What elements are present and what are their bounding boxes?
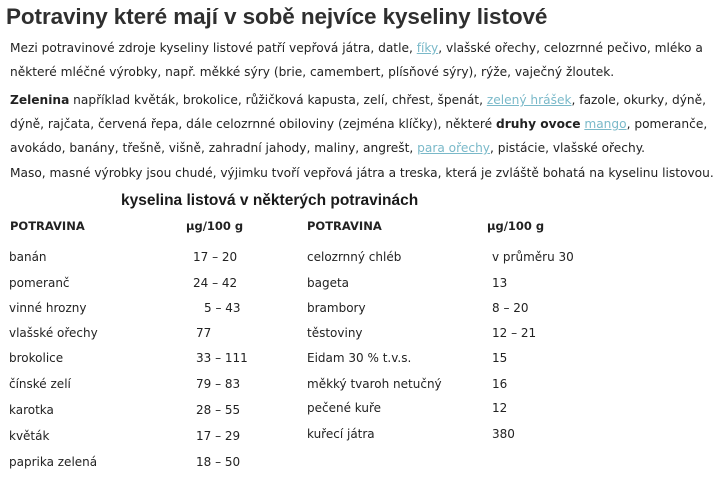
table-cell-name: těstoviny — [307, 326, 363, 340]
table-cell-name: květák — [9, 429, 50, 443]
intro-text: Mezi potravinové zdroje kyseliny listové patří vepřová játra, datle, — [10, 41, 417, 55]
table-cell-name: pečené kuře — [307, 401, 382, 415]
table-cell-value: 380 — [492, 427, 515, 441]
header-potravina-right: POTRAVINA — [307, 219, 382, 233]
veg-text-4: , pomeranče, avokádo, banány, třešně, višně, zahradní jahody, maliny, angrešt, — [10, 117, 708, 155]
table-cell-name: karotka — [9, 403, 54, 417]
table-cell-value: 17 – 20 — [193, 250, 238, 264]
table-cell-name: brokolice — [9, 351, 64, 365]
table-cell-name: pomeranč — [9, 276, 70, 290]
veg-text-5: , pistácie, vlašské ořechy. — [490, 141, 646, 155]
vegetables-paragraph — [10, 88, 716, 160]
header-value-left: µg/100 g — [186, 219, 244, 233]
table-cell-value: 28 – 55 — [196, 403, 241, 417]
table-cell-name: čínské zelí — [9, 377, 71, 391]
table-cell-name: vlašské ořechy — [9, 326, 98, 340]
table-cell-value: 13 — [492, 276, 508, 290]
table-cell-value: 17 – 29 — [196, 429, 241, 443]
table-cell-value: 15 — [492, 351, 508, 365]
link-para-orechy[interactable]: para ořechy — [417, 141, 491, 155]
table-cell-value: 16 — [492, 377, 508, 391]
veg-text-1: například květák, brokolice, růžičková kapusta, zelí, chřest, špenát, — [69, 93, 487, 107]
header-value-right: µg/100 g — [487, 219, 545, 233]
table-title: kyselina listová v některých potravinách — [121, 192, 419, 209]
table-cell-name: celozrnný chléb — [307, 250, 402, 264]
table-cell-value: 12 — [492, 401, 508, 415]
page-title: Potraviny které mají v sobě nejvíce kyseliny listové — [6, 4, 548, 29]
veg-text-2: , fazole, okurky, dýně, dýně, rajčata, červená řepa, dále celozrnné obiloviny (zejména klíčky), některé — [10, 93, 707, 131]
link-mango[interactable]: mango — [584, 117, 627, 131]
bold-zelenina: Zelenina — [10, 93, 70, 107]
link-zeleny-hrasek[interactable]: zelený hrášek — [486, 93, 572, 107]
table-cell-value: 33 – 111 — [196, 351, 248, 365]
table-cell-name: bageta — [307, 276, 350, 290]
table-cell-name: banán — [9, 250, 47, 264]
table-cell-name: brambory — [307, 301, 366, 315]
table-cell-value: 18 – 50 — [196, 455, 241, 469]
table-cell-name: měkký tvaroh netučný — [307, 377, 442, 391]
table-cell-value: 24 – 42 — [193, 276, 238, 290]
table-cell-value: 77 — [196, 326, 212, 340]
table-cell-value: 8 – 20 — [492, 301, 529, 315]
table-cell-value: v průměru 30 — [492, 250, 574, 264]
bold-druhy-ovoce: druhy ovoce — [496, 117, 581, 131]
table-cell-name: paprika zelená — [9, 455, 98, 469]
meat-paragraph: Maso, masné výrobky jsou chudé, výjimku tvoří vepřová játra a treska, která je zvláště bohatá na kyselinu listovou. — [10, 166, 714, 180]
table-cell-name: Eidam 30 % t.v.s. — [307, 351, 412, 365]
table-cell-name: vinné hrozny — [9, 301, 87, 315]
table-cell-name: kuřecí játra — [307, 427, 375, 441]
table-cell-value: 12 – 21 — [492, 326, 537, 340]
link-fiky[interactable]: fíky — [416, 41, 439, 55]
table-cell-value: 79 – 83 — [196, 377, 241, 391]
table-cell-value: 5 – 43 — [204, 301, 241, 315]
intro-paragraph — [10, 36, 716, 84]
intro-text-2: , vlašské ořechy, celozrnné pečivo, mléko a některé mléčné výrobky, např. měkké sýry (brie, camembert, plísňové sýry), rýže, vaječný žloutek. — [10, 41, 703, 79]
header-potravina-left: POTRAVINA — [10, 219, 85, 233]
